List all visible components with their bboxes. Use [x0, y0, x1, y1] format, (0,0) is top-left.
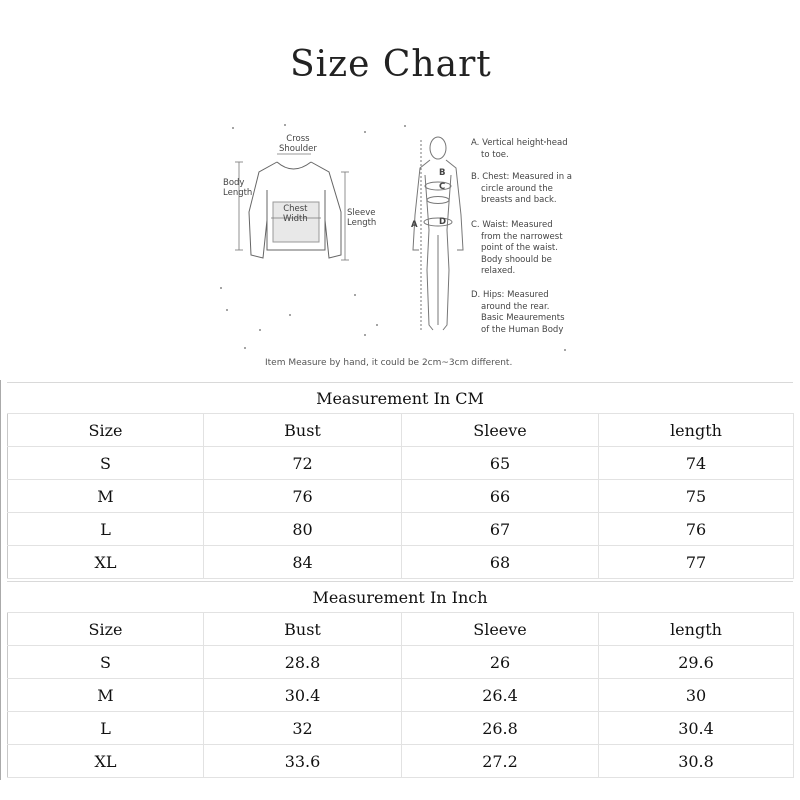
table-cell: 30	[599, 679, 794, 712]
column-header: Sleeve	[402, 613, 599, 646]
table-cell: 67	[402, 513, 599, 546]
marker-a: A	[411, 220, 418, 230]
column-header: length	[599, 414, 794, 447]
inch-table-heading: Measurement In Inch	[7, 581, 793, 612]
column-header: length	[599, 613, 794, 646]
table-cell: 26.4	[402, 679, 599, 712]
table-cell: 33.6	[204, 745, 402, 778]
table-cell: 30.8	[599, 745, 794, 778]
table-cell: 30.4	[204, 679, 402, 712]
table-cell: 80	[204, 513, 402, 546]
column-header: Size	[8, 613, 204, 646]
cm-size-table	[7, 413, 794, 579]
table-cell: M	[8, 679, 204, 712]
label-body-length: Body Length	[223, 178, 253, 198]
table-cell: XL	[8, 745, 204, 778]
table-cell: 77	[599, 546, 794, 579]
table-cell: L	[8, 513, 204, 546]
table-cell: 65	[402, 447, 599, 480]
table-cell: 75	[599, 480, 794, 513]
note-b: B. Chest: Measured in a circle around the breasts and back.	[471, 172, 572, 205]
table-cell: 76	[204, 480, 402, 513]
table-cell: 32	[204, 712, 402, 745]
table-row	[8, 712, 794, 745]
table-cell: 74	[599, 447, 794, 480]
table-header-row	[8, 613, 794, 646]
table-cell: 26.8	[402, 712, 599, 745]
table-row	[8, 480, 794, 513]
table-cell: 30.4	[599, 712, 794, 745]
table-cell: 26	[402, 646, 599, 679]
cm-table-heading: Measurement In CM	[7, 382, 793, 413]
table-cell: 76	[599, 513, 794, 546]
marker-d: D	[439, 217, 447, 227]
table-cell: 66	[402, 480, 599, 513]
table-cell: 84	[204, 546, 402, 579]
column-header: Size	[8, 414, 204, 447]
table-cell: S	[8, 447, 204, 480]
table-cell: 72	[204, 447, 402, 480]
table-cell: 27.2	[402, 745, 599, 778]
table-cell: 29.6	[599, 646, 794, 679]
body-figure	[413, 137, 463, 330]
table-row	[8, 745, 794, 778]
table-header-row	[8, 414, 794, 447]
note-d: D. Hips: Measured around the rear. Basic Meaurements of the Human Body	[471, 290, 565, 335]
page-title: Size Chart	[290, 44, 492, 85]
marker-b: B	[439, 168, 446, 178]
measure-footnote: Item Measure by hand, it could be 2cm~3cm different.	[265, 358, 513, 368]
column-header: Sleeve	[402, 414, 599, 447]
table-row	[8, 646, 794, 679]
table-row	[8, 679, 794, 712]
label-sleeve-length: Sleeve Length	[347, 208, 377, 228]
label-chest-width: Chest Width	[283, 204, 308, 224]
table-cell: L	[8, 712, 204, 745]
column-header: Bust	[204, 613, 402, 646]
table-row	[8, 447, 794, 480]
column-header: Bust	[204, 414, 402, 447]
table-cell: 28.8	[204, 646, 402, 679]
marker-c: C	[439, 182, 446, 192]
table-cell: S	[8, 646, 204, 679]
label-cross-shoulder: Cross Shoulder	[279, 134, 317, 154]
table-cell: XL	[8, 546, 204, 579]
table-cell: 68	[402, 546, 599, 579]
table-row	[8, 546, 794, 579]
note-a: A. Vertical height head to toe.	[471, 138, 568, 160]
table-row	[8, 513, 794, 546]
measurement-diagram	[215, 120, 585, 375]
inch-size-table	[7, 612, 794, 778]
table-cell: M	[8, 480, 204, 513]
note-c: C. Waist: Measured from the narrowest point of the waist. Body shoould be relaxed.	[471, 220, 563, 276]
